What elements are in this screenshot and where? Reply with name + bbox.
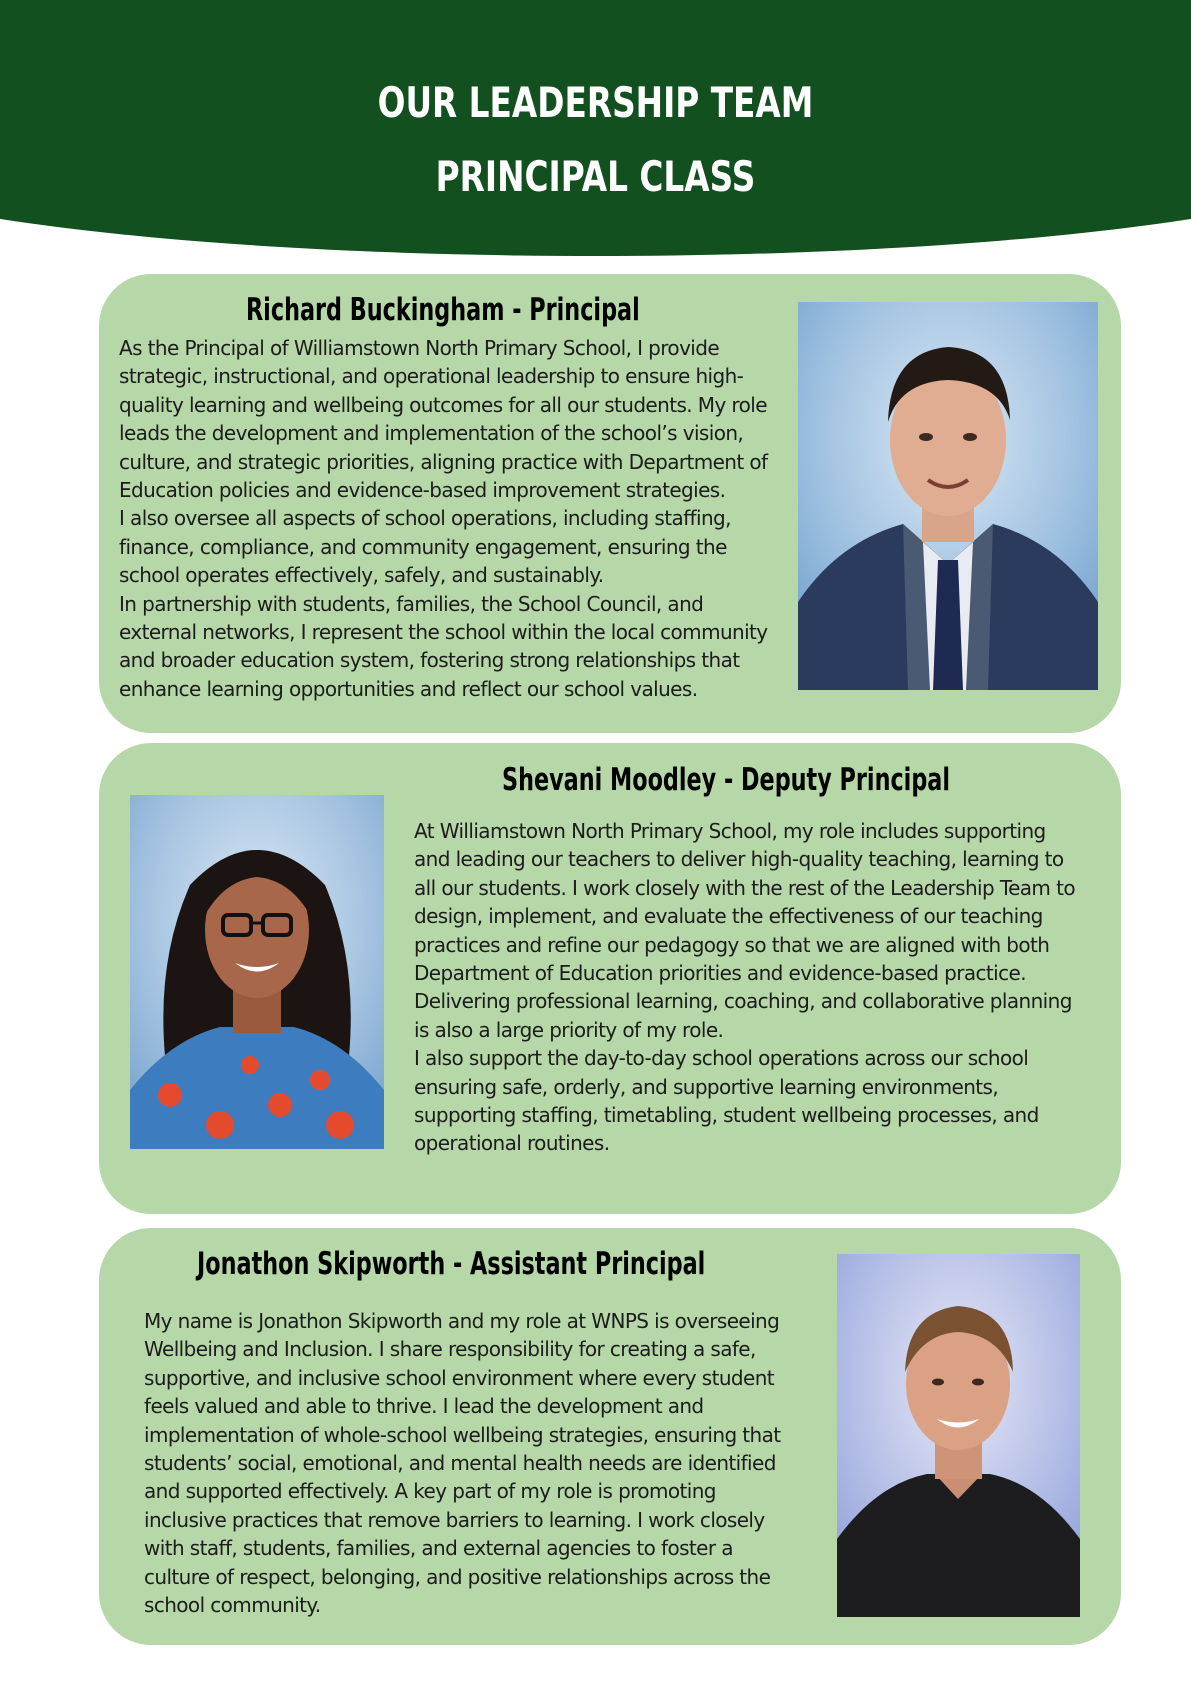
header-band [0, 0, 1191, 256]
leader-name-principal: Richard Buckingham - Principal [246, 292, 640, 328]
leader-bio-principal [119, 334, 784, 703]
bio-paragraph: I also support the day-to-day school operations across our school ensuring safe, orderly, and supportive learning environments, supporting staffing, timetabling, student wellbeing processes, and operational routines. [414, 1046, 1039, 1156]
assistant-principal-photo [837, 1254, 1080, 1617]
bio-paragraph: I also oversee all aspects of school operations, including staffing, finance, compliance, and community engagement, ensuring the school operates effectively, safely, and sustainably. [119, 506, 731, 588]
bio-paragraph: As the Principal of Williamstown North Primary School, I provide strategic, instructional, and operational leadership to ensure high-quality learning and wellbeing outcomes for all our students. My role leads the development and implementation of the school’s vision, culture, and strategic priorities, aligning practice with Department of Education policies and evidence-based improvement strategies. [119, 336, 768, 503]
page-subtitle: PRINCIPAL CLASS [435, 152, 756, 201]
page-title: OUR LEADERSHIP TEAM [377, 78, 814, 127]
bio-paragraph: In partnership with students, families, the School Council, and external networks, I represent the school within the local community and broader education system, fostering strong relationships that enhance learning opportunities and reflect our school values. [119, 591, 768, 701]
leader-bio-assistant-principal [144, 1307, 784, 1619]
deputy-principal-photo [130, 795, 384, 1149]
principal-photo [798, 302, 1098, 690]
leader-name-deputy-principal: Shevani Moodley - Deputy Principal [502, 762, 951, 798]
bio-paragraph: At Williamstown North Primary School, my role includes supporting and leading our teachers to deliver high-quality teaching, learning to all our students. I work closely with the rest of the Leadership Team to design, implement, and evaluate the effectiveness of our teaching practices and refine our pedagogy so that we are aligned with both Department of Education priorities and evidence-based practice. Delivering professional learning, coaching, and collaborative planning is also a large priority of my role. [414, 819, 1075, 1042]
bio-paragraph: My name is Jonathon Skipworth and my role at WNPS is overseeing Wellbeing and Inclusion. I share responsibility for creating a safe, supportive, and inclusive school environment where every student feels valued and able to thrive. I lead the development and implementation of whole-school wellbeing strategies, ensuring that students’ social, emotional, and mental health needs are identified and supported effectively. A key part of my role is promoting inclusive practices that remove barriers to learning. I work closely with staff, students, families, and external agencies to foster a culture of respect, belonging, and positive relationships across the school community. [144, 1309, 781, 1618]
leader-bio-deputy-principal [414, 817, 1079, 1158]
leader-name-assistant-principal: Jonathon Skipworth - Assistant Principal [197, 1246, 706, 1282]
